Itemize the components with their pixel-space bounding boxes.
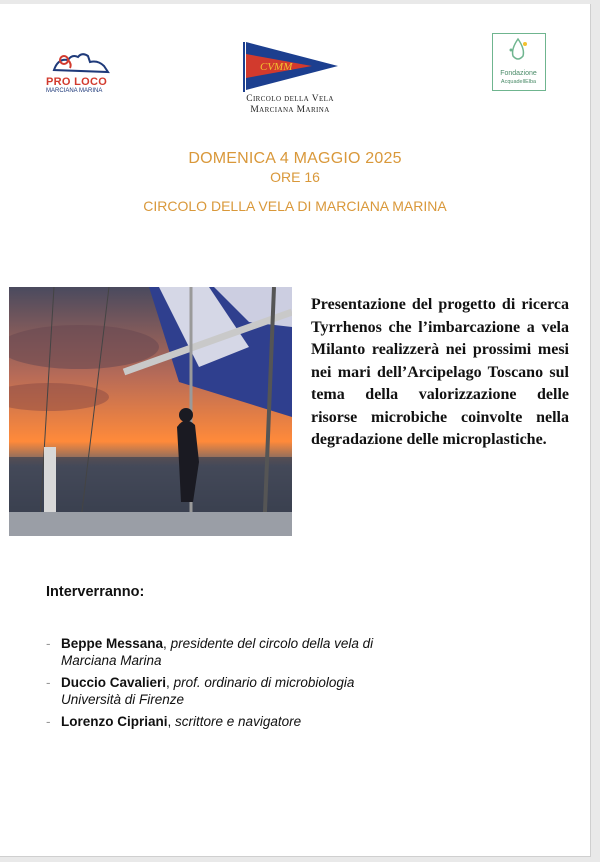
speaker-name: Lorenzo Cipriani: [61, 714, 168, 729]
event-time: ORE 16: [270, 169, 320, 185]
proloco-title: PRO LOCO: [46, 76, 108, 88]
event-venue: CIRCOLO DELLA VELA DI MARCIANA MARINA: [143, 198, 447, 214]
cvmm-name-line2: Marciana Marina: [250, 105, 330, 115]
cvmm-flag-text: CVMM: [260, 61, 293, 73]
proloco-subtitle: MARCIANA MARINA: [46, 88, 103, 94]
proloco-logo: [46, 48, 116, 96]
fondazione-logo: [492, 33, 546, 91]
speakers-heading: Interverranno:: [46, 584, 145, 600]
fondazione-subtitle: AcquadellElba: [500, 79, 537, 85]
burgee-flag-icon: [230, 40, 350, 94]
speakers-list: [46, 636, 376, 737]
speaker-name: Beppe Messana: [61, 636, 164, 651]
cvmm-logo: [230, 40, 350, 120]
seal-icon: [46, 48, 116, 76]
event-date: DOMENICA 4 MAGGIO 2025: [188, 150, 402, 167]
list-item: - Lorenzo Cipriani, scrittore e navigatore: [46, 714, 302, 729]
flyer-page: [0, 4, 591, 857]
sailing-photo: [9, 287, 292, 536]
project-description: Presentazione del progetto di ricerca Tyrrhenos che l’imbarcazione a vela Milanto realizzerà nei prossimi mesi nei mari dell’Arcipelago Toscano sul tema della valorizzazione delle risorse microbiche coinvolte nella degradazione delle microplastiche.: [311, 296, 569, 448]
cvmm-name-line1: Circolo della Vela: [246, 94, 334, 104]
speaker-name: Duccio Cavalieri: [61, 675, 167, 690]
list-item: - Duccio Cavalieri, prof. ordinario di microbiologia Università di Firenze: [46, 675, 355, 707]
water-drop-icon: [493, 34, 544, 68]
fondazione-title: Fondazione: [500, 70, 537, 77]
speaker-role: prof. ordinario di microbiologia Università di Firenze: [61, 675, 355, 707]
list-item: - Beppe Messana, presidente del circolo della vela di Marciana Marina: [46, 636, 374, 668]
speaker-role: scrittore e navigatore: [175, 714, 302, 729]
speaker-role: presidente del circolo della vela di Marciana Marina: [61, 636, 374, 668]
